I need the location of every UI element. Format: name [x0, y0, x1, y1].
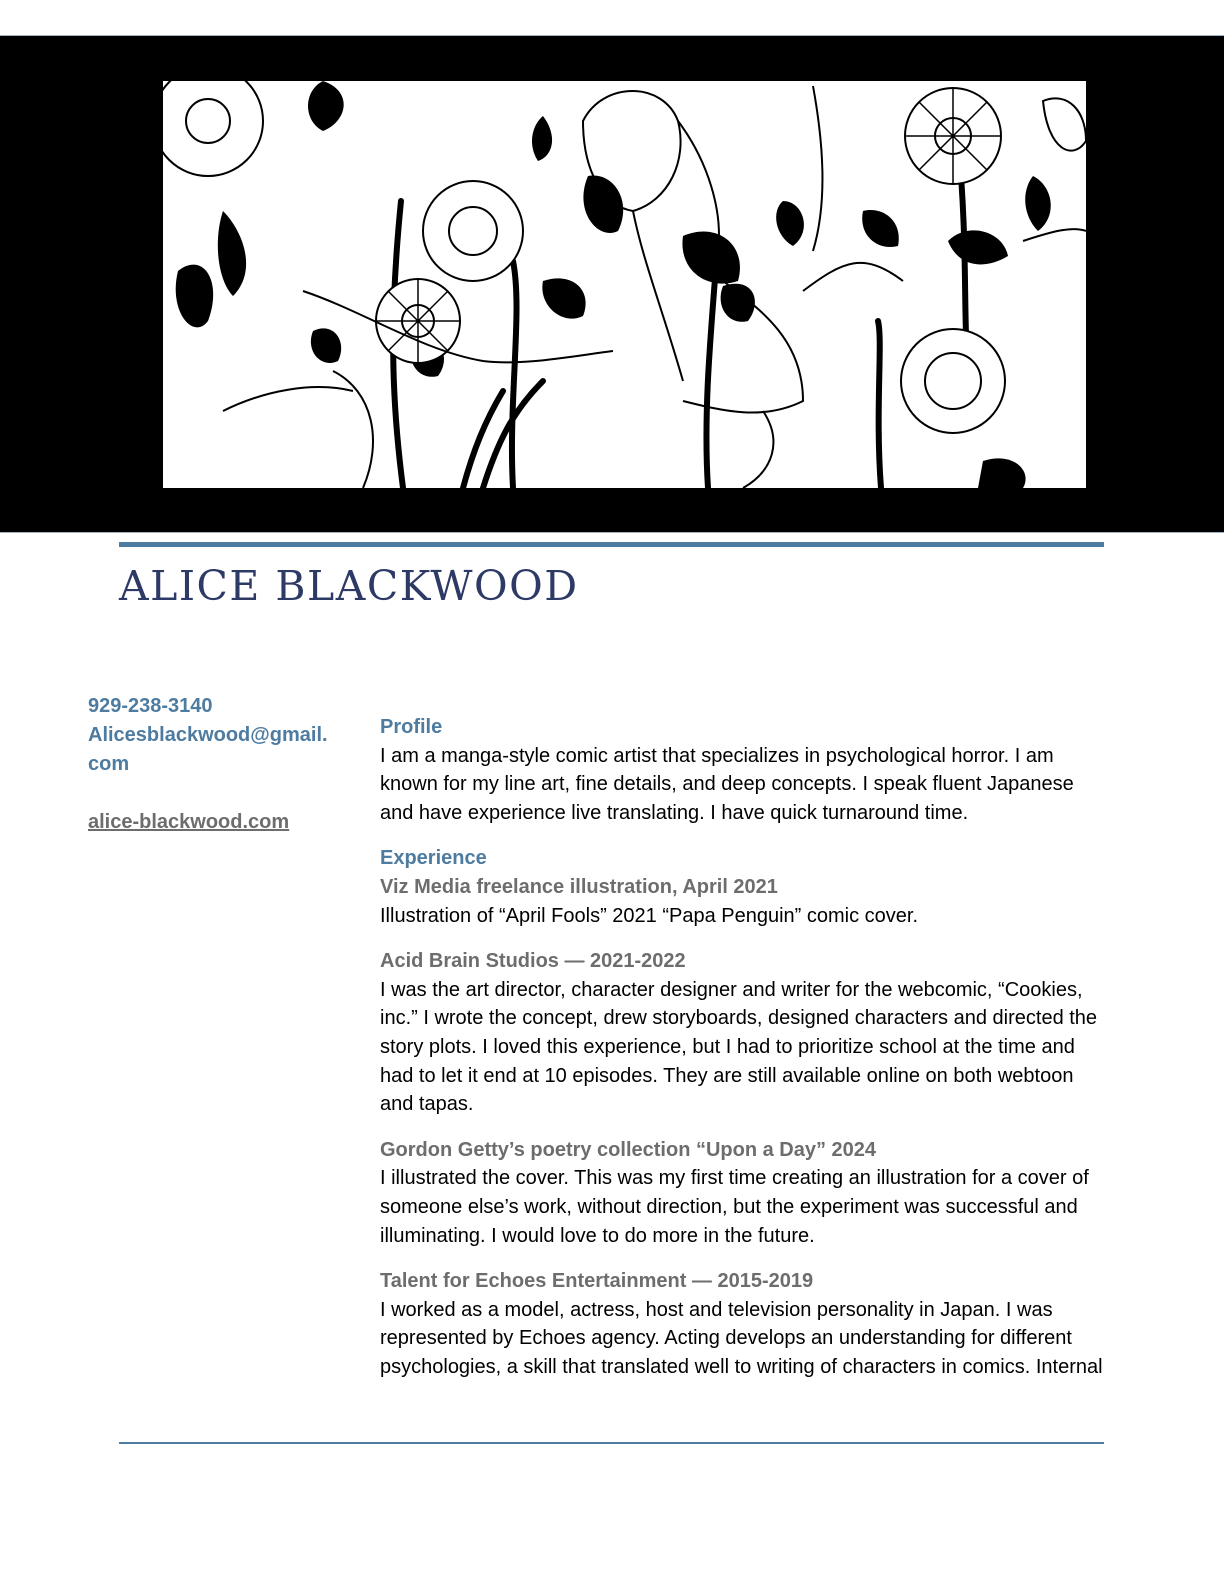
entry-text: Illustration of “April Fools” 2021 “Papa Penguin” comic cover.: [380, 904, 919, 927]
illustration-icon: [163, 81, 1086, 488]
entry-title: Acid Brain Studios — 2021-2022: [380, 950, 686, 973]
entry-text: I was the art director, character designer and writer for the webcomic, “Cookies, inc.” I wrote the concept, drew storyboards, designed characters and directed the story plots. I loved this experience, but I had to prioritize school at the time and had to let it end at 10 episodes. They are still available online on both webtoon and tapas.: [380, 978, 1098, 1116]
website-link[interactable]: alice-blackwood.com: [88, 811, 290, 833]
experience-entry: [380, 947, 1110, 1119]
phone-number[interactable]: 929-238-3140: [88, 695, 213, 717]
profile-section: [380, 713, 1110, 827]
main-content: [380, 713, 1110, 1398]
entry-text: I worked as a model, actress, host and television personality in Japan. I was represented by Echoes agency. Acting develops an understanding for different psychologies, a skill that translated well to writing of characters in comics. Internal: [380, 1298, 1103, 1378]
experience-entry: [380, 1267, 1110, 1381]
page-title: ALICE BLACKWOOD: [119, 562, 579, 610]
header-banner: [0, 35, 1224, 533]
entry-title: Talent for Echoes Entertainment — 2015-2019: [380, 1270, 814, 1293]
profile-text: I am a manga-style comic artist that specializes in psychological horror. I am known for my line art, fine details, and deep concepts. I speak fluent Japanese and have experience live translating. I have quick turnaround time.: [380, 744, 1074, 824]
top-divider: [119, 542, 1104, 547]
bottom-divider: [119, 1442, 1104, 1444]
experience-section: [380, 844, 1110, 1381]
experience-heading: Experience: [380, 847, 487, 870]
profile-heading: Profile: [380, 716, 443, 738]
entry-title: Gordon Getty’s poetry collection “Upon a Day” 2024: [380, 1138, 877, 1161]
contact-info: [88, 692, 328, 837]
experience-entry: [380, 1136, 1110, 1250]
entry-title: Viz Media freelance illustration, April 2021: [380, 875, 778, 898]
experience-entry: [380, 873, 1110, 930]
email-address-line-1[interactable]: Alicesblackwood@gmail.: [88, 724, 328, 746]
contact-spacer: [88, 779, 328, 808]
banner-illustration: [163, 81, 1086, 488]
email-address-line-2[interactable]: com: [88, 753, 130, 775]
entry-text: I illustrated the cover. This was my first time creating an illustration for a cover of someone else’s work, without direction, but the experiment was successful and illuminating. I would love to do more in the future.: [380, 1167, 1089, 1247]
